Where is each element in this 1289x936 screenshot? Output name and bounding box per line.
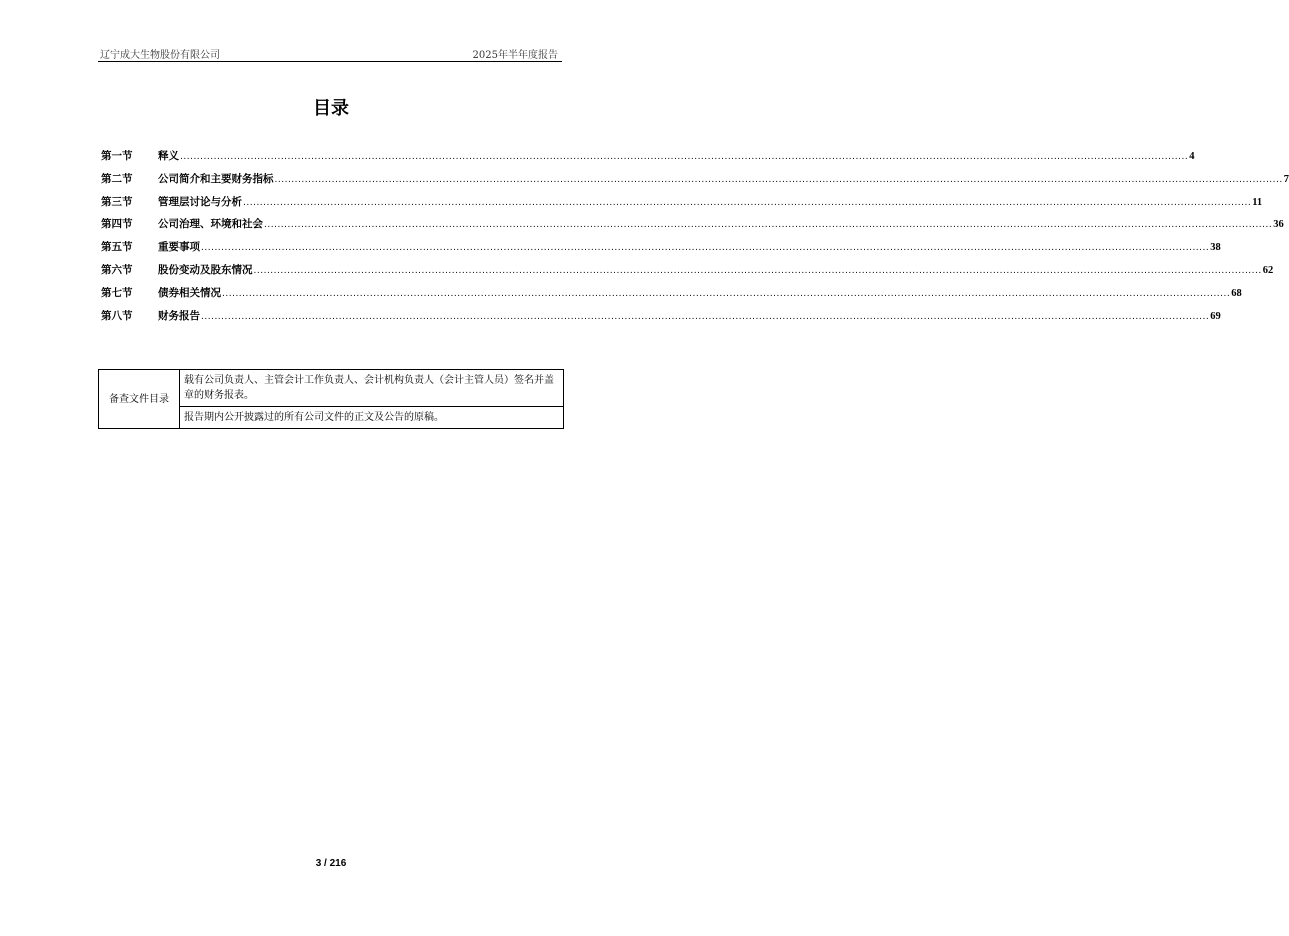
header-divider <box>98 61 562 62</box>
page-title: 目录 <box>313 98 349 119</box>
toc-page-number: 68 <box>1231 287 1242 299</box>
toc-entry[interactable] <box>101 308 1221 331</box>
toc-section-title: 债券相关情况 <box>158 286 221 299</box>
toc-leader-dots: ............................................................................................................................................................................................................................................................................................................ <box>274 174 1283 185</box>
toc-page-number: 7 <box>1283 173 1289 185</box>
toc-page-number: 69 <box>1210 310 1221 322</box>
toc-section-number: 第七节 <box>101 286 133 299</box>
toc-entry[interactable] <box>101 285 1242 308</box>
toc-section-number: 第四节 <box>101 218 133 231</box>
header-report-title: 2025年半年度报告 <box>472 50 558 61</box>
toc-section-title: 财务报告 <box>158 309 200 322</box>
header-company-name: 辽宁成大生物股份有限公司 <box>100 50 220 61</box>
toc-page-number: 11 <box>1252 196 1263 208</box>
toc-section-title: 管理层讨论与分析 <box>158 195 242 208</box>
toc-section-number: 第一节 <box>101 150 133 162</box>
table-of-contents <box>101 148 1289 330</box>
toc-section-title: 公司治理、环境和社会 <box>158 218 263 231</box>
toc-section-title: 公司简介和主要财务指标 <box>158 172 274 185</box>
toc-entry[interactable] <box>101 239 1221 262</box>
reference-documents-label: 备查文件目录 <box>99 370 180 429</box>
toc-entry[interactable] <box>101 148 1195 171</box>
toc-leader-dots: ............................................................................................................................................................................................................................................................................................................ <box>243 197 1252 208</box>
toc-section-title: 释义 <box>158 150 179 162</box>
toc-section-number: 第五节 <box>101 241 133 254</box>
toc-entry[interactable] <box>101 171 1289 194</box>
reference-documents-table <box>98 369 564 429</box>
toc-page-number: 36 <box>1273 219 1284 231</box>
page-number: 3 / 216 <box>315 858 347 869</box>
toc-section-number: 第八节 <box>101 309 133 322</box>
toc-entry[interactable] <box>101 216 1284 239</box>
toc-section-title: 重要事项 <box>158 241 200 254</box>
toc-page-number: 62 <box>1262 264 1274 276</box>
toc-entry[interactable] <box>101 262 1274 285</box>
toc-page-number: 38 <box>1210 242 1221 254</box>
toc-section-number: 第六节 <box>101 263 133 276</box>
toc-leader-dots: ............................................................................................................................................................................................................................................................................................................ <box>222 288 1231 299</box>
toc-page-number: 4 <box>1189 151 1195 162</box>
toc-leader-dots: ............................................................................................................................................................................................................................................................................................................ <box>264 220 1273 231</box>
reference-document-item: 载有公司负责人、主管会计工作负责人、会计机构负责人（会计主管人员）签名并盖章的财务报表。 <box>180 370 564 407</box>
reference-document-item: 报告期内公开披露过的所有公司文件的正文及公告的原稿。 <box>180 407 564 429</box>
toc-leader-dots: ............................................................................................................................................................................................................................................................................................................ <box>253 265 1262 276</box>
toc-entry[interactable] <box>101 194 1263 217</box>
toc-section-title: 股份变动及股东情况 <box>158 263 253 276</box>
toc-leader-dots: ............................................................................................................................................................................................................................................................................................................ <box>201 243 1210 254</box>
toc-section-number: 第三节 <box>101 195 133 208</box>
toc-leader-dots: ............................................................................................................................................................................................................................................................................................................ <box>180 152 1189 162</box>
toc-section-number: 第二节 <box>101 172 133 185</box>
toc-leader-dots: ............................................................................................................................................................................................................................................................................................................ <box>201 311 1210 322</box>
